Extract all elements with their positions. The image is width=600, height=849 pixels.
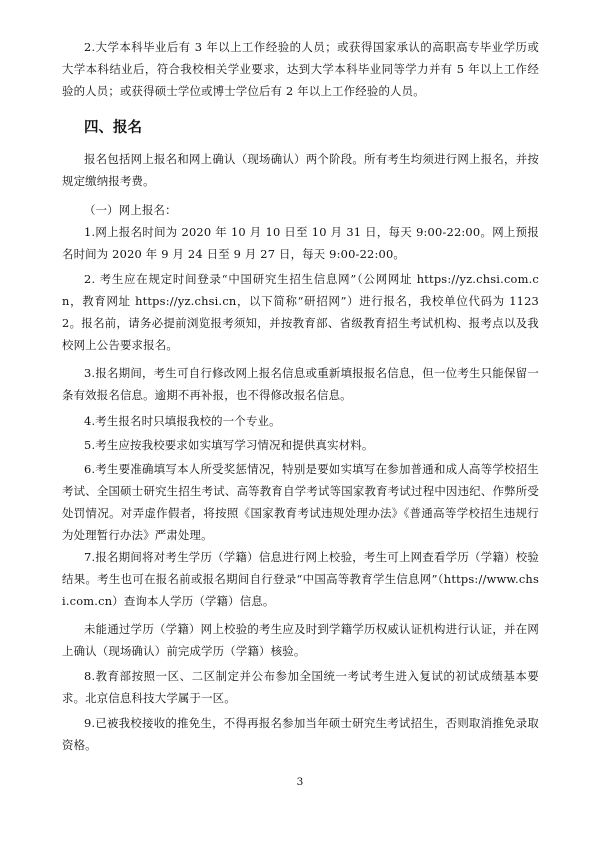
page-number: 3 [296,776,304,788]
list-item: 5.考生应按我校要求如实填写学习情况和提供真实材料。 [84,438,374,452]
list-item: 3.报名期间，考生可自行修改网上报名信息或重新填报报名信息，但一位考生只能保留一条有效报名信息。逾期不再补报，也不得修改报名信息。 [62,366,539,402]
list-item: 6.考生要准确填写本人所受奖惩情况，特别是要如实填写在参加普通和成人高等学校招生考试、全国硕士研究生招生考试、高等教育自学考试等国家教育考试过程中因违纪、作弊所受处罚情况。对弄虚作假者，将按照《国家教育考试违规处理办法》《普通高等学校招生违规行为处理暂行办法》严肃处理。 [62,462,539,542]
subsection-heading: （一）网上报名： [84,203,177,217]
section-heading: 四、报名 [84,120,142,136]
paragraph-intro: 报名包括网上报名和网上确认（现场确认）两个阶段。所有考生均须进行网上报名，并按规定缴纳报考费。 [62,152,539,188]
list-item: 9.已被我校接收的推免生，不得再报名参加当年硕士研究生考试招生，否则取消推免录取资格。 [62,716,539,752]
list-item: 1.网上报名时间为 2020 年 10 月 10 日至 10 月 31 日，每天 9:00-22:00。网上预报名时间为 2020 年 9 月 24 日至 9 月 27 日，每天 9:00-22:00。 [62,225,539,261]
list-item: 7.报名期间将对考生学历（学籍）信息进行网上校验，考生可上网查看学历（学籍）校验结果。考生也可在报名前或报名期间自行登录“中国高等教育学生信息网”（https://www.chsi.com.cn）查询本人学历（学籍）信息。 [62,550,539,608]
paragraph-eligibility-2: 2.大学本科毕业后有 3 年以上工作经验的人员；或获得国家承认的高职高专毕业学历或大学本科结业后，符合我校相关学业要求，达到大学本科毕业同等学力并有 5 年以上工作经验的人员；或获得硕士学位或博士学位后有 2 年以上工作经验的人员。 [62,40,539,98]
list-item: 8.教育部按照一区、二区制定并公布参加全国统一考试考生进入复试的初试成绩基本要求。北京信息科技大学属于一区。 [62,669,539,705]
list-item: 4.考生报名时只填报我校的一个专业。 [84,414,281,428]
list-item: 2. 考生应在规定时间登录“中国研究生招生信息网”（公网网址 https://yz.chsi.com.cn，教育网址 https://yz.chsi.cn，以下简称“研招网”）进行报名，我校单位代码为 11232。报名前，请务必提前浏览报考须知，并按教育部、省级教育招生考试机构、报考点以及我校网上公告要求报名。 [62,272,539,352]
list-item: 未能通过学历（学籍）网上校验的考生应及时到学籍学历权威认证机构进行认证，并在网上确认（现场确认）前完成学历（学籍）核验。 [62,622,539,658]
